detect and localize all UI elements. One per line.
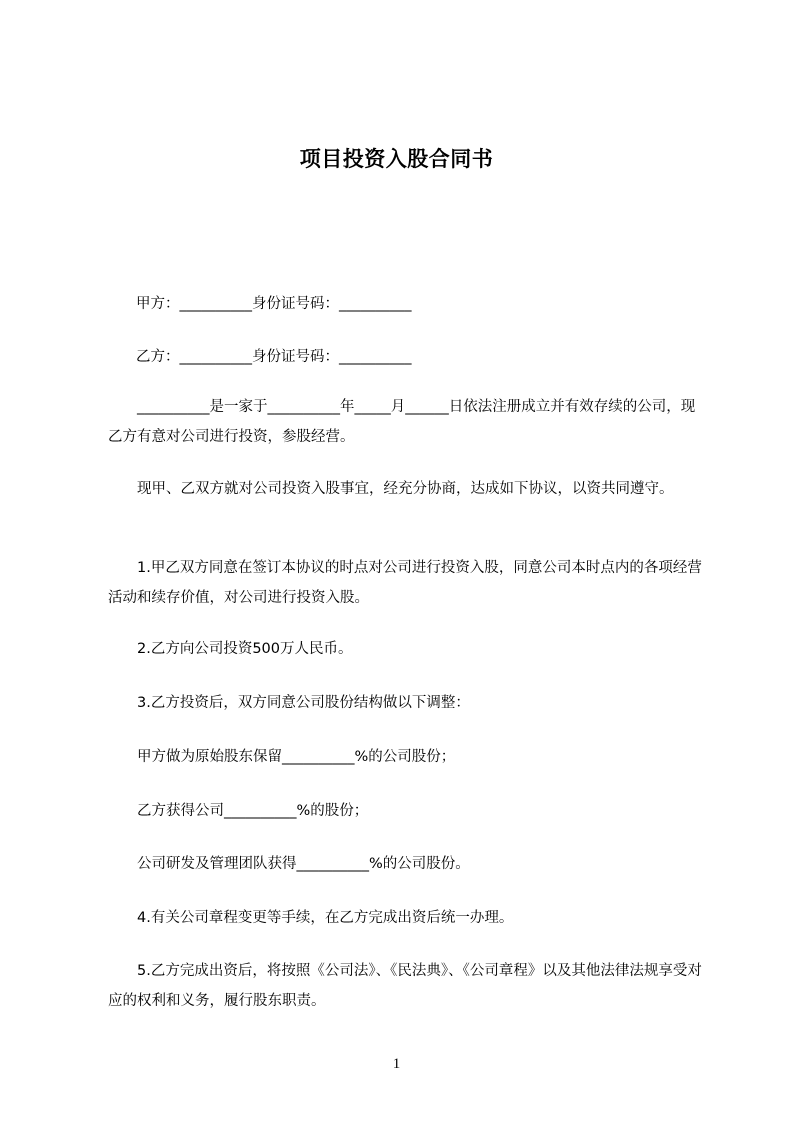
party-a-line: 甲方：__________身份证号码：__________ — [136, 296, 412, 312]
clause-3-item-c: 公司研发及管理团队获得__________%的公司股份。 — [137, 856, 470, 872]
clause-1: 1.甲乙双方同意在签订本协议的时点对公司进行投资入股，同意公司本时点内的各项经营活动和续存价值，对公司进行投资入股。 — [108, 560, 702, 606]
clause-2: 2.乙方向公司投资500万人民币。 — [137, 641, 353, 657]
clause-5: 5.乙方完成出资后，将按照《公司法》、《民法典》、《公司章程》以及其他法律法规享受对应的权利和义务，履行股东职责。 — [108, 963, 702, 1009]
page-title: 项目投资入股合同书 — [299, 147, 494, 171]
clause-3: 3.乙方投资后，双方同意公司股份结构做以下调整： — [137, 695, 470, 711]
agreement-paragraph: 现甲、乙双方就对公司投资入股事宜，经充分协商，达成如下协议，以资共同遵守。 — [137, 481, 674, 497]
page-number: 1 — [392, 1056, 401, 1072]
party-b-line: 乙方：__________身份证号码：__________ — [136, 349, 412, 365]
intro-paragraph: __________是一家于__________年_____月______日依法注册成立并有效存续的公司，现乙方有意对公司进行投资，参股经营。 — [108, 399, 696, 445]
clause-3-item-a: 甲方做为原始股东保留__________%的公司股份； — [137, 749, 456, 765]
clause-4: 4.有关公司章程变更等手续，在乙方完成出资后统一办理。 — [137, 910, 514, 926]
clause-3-item-b: 乙方获得公司__________%的股份； — [137, 803, 369, 819]
